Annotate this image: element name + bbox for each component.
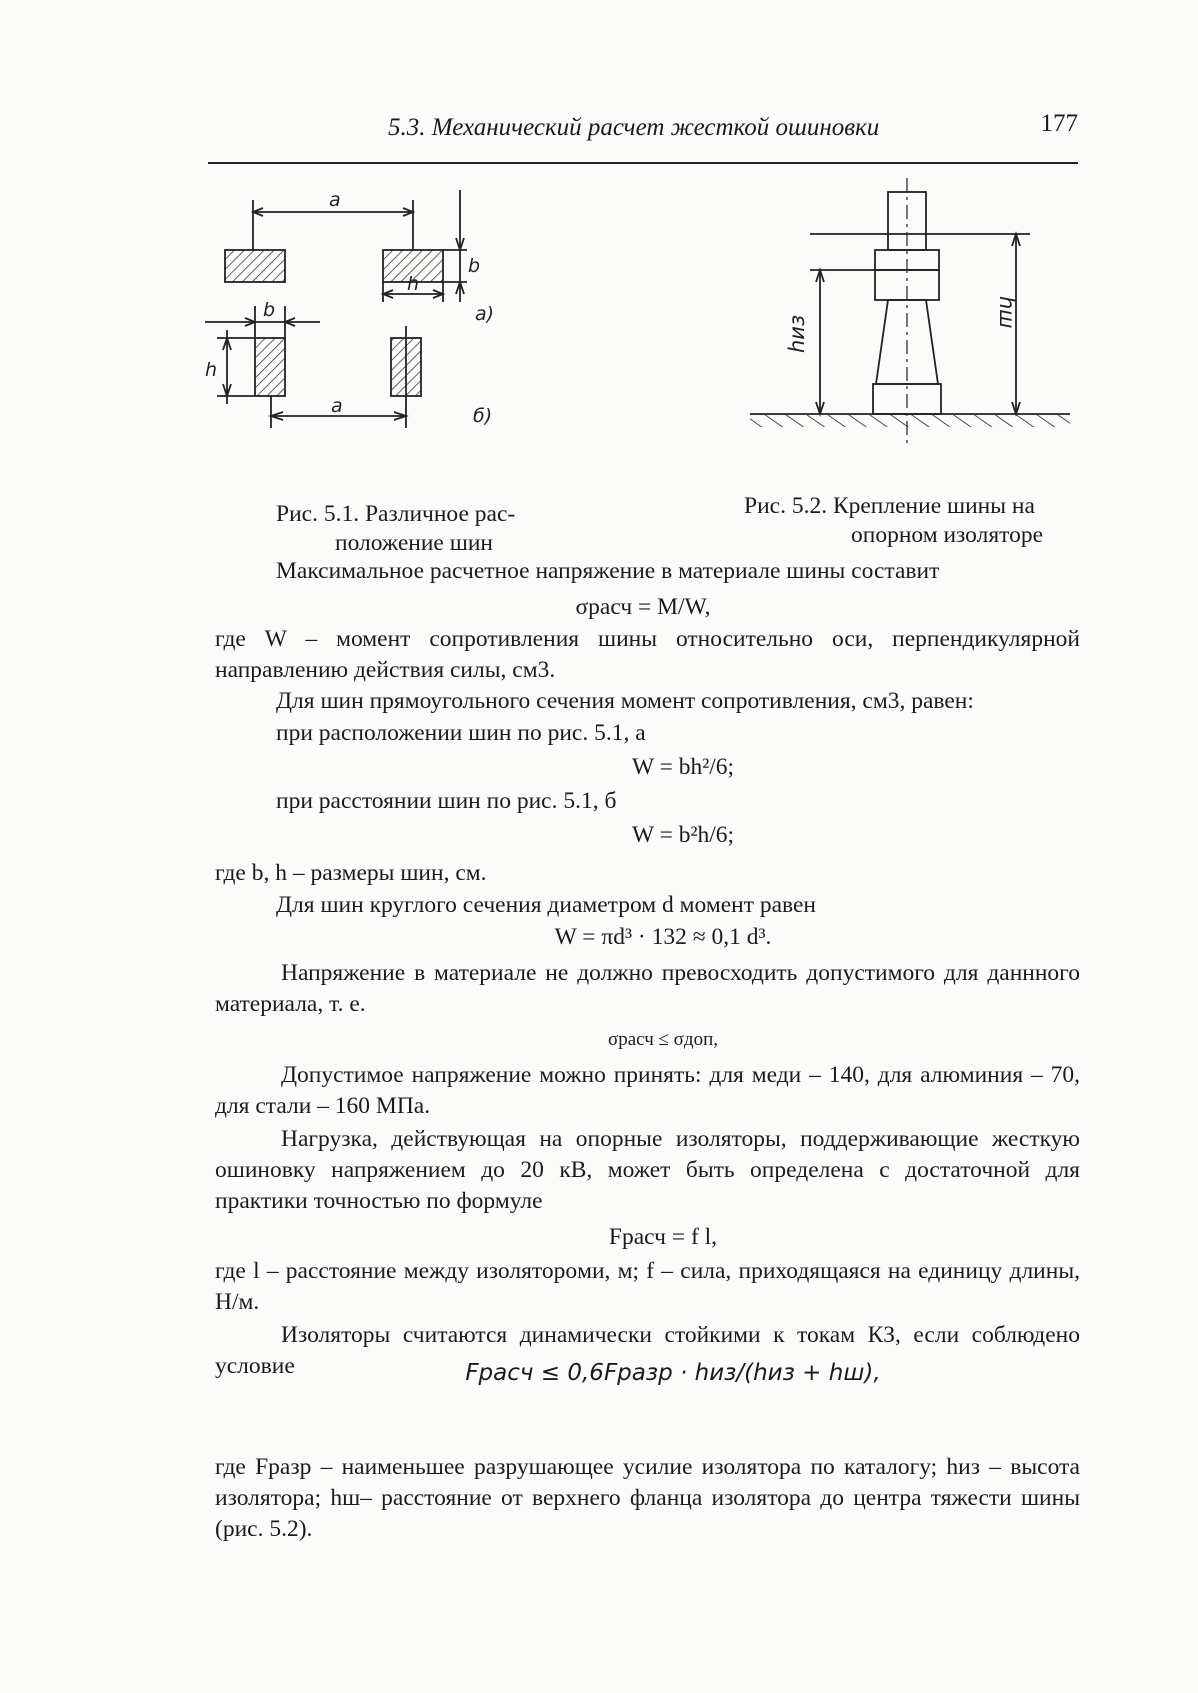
label-b-left: b [263, 299, 276, 321]
paragraph-10: Нагрузка, действующая на опорные изоляторы, поддерживающие жесткую ошиновку напряжением до 20 кВ, может быть определена с достаточной для практики точностью по формуле [215, 1126, 1080, 1214]
paragraph-3: Для шин прямоугольного сечения момент сопротивления, см3, равен: [276, 688, 974, 714]
figure-5-2-caption-line2: опорном изоляторе [851, 522, 1044, 548]
figure-5-1-caption-line2: положение шин [335, 530, 493, 556]
label-variant-b: б) [473, 405, 493, 427]
figure-5-2 [740, 178, 1080, 448]
ground-hatch [750, 415, 1070, 427]
label-h-sh: hш [995, 296, 1019, 329]
page-number: 177 [1040, 110, 1078, 137]
label-variant-a: a) [475, 303, 495, 325]
paragraph-5: при расстоянии шин по рис. 5.1, б [276, 788, 617, 814]
paragraph-8: Напряжение в материале не должно превосходить допустимого для даннного материала, т. е. [215, 960, 1080, 1017]
equation-7: Fрасч ≤ 0,6Fразр · hиз/(hиз + hш), [465, 1360, 881, 1386]
paragraph-9: Допустимое напряжение можно принять: для меди – 140, для алюминия – 70, для стали – 160 МПа. [215, 1062, 1080, 1119]
equation-5: σрасч ≤ σдоп, [607, 1029, 719, 1050]
paragraph-1: Максимальное расчетное напряжение в материале шины составит [276, 558, 940, 584]
paragraph-12: Изоляторы считаются динамически стойкими к токам КЗ, если соблюдено условие [215, 1322, 1080, 1379]
running-header [208, 104, 1078, 148]
label-h-top: h [407, 273, 420, 295]
label-a-bottom: a [331, 395, 343, 417]
paragraph-11: где l – расстояние между изоляторoми, м; f – сила, приходящаяся на единицу длины, Н/м. [215, 1258, 1080, 1315]
equation-3: W = b²h/6; [631, 822, 735, 848]
equation-4: W = πd³ · 132 ≈ 0,1 d³. [554, 924, 772, 950]
paragraph-6: где b, h – размеры шин, см. [215, 860, 487, 886]
figure-5-2-caption-line1: Рис. 5.2. Крепление шины на [744, 493, 1035, 519]
section-title: 5.3. Механический расчет жесткой ошиновки [388, 114, 880, 141]
label-b-right: b [468, 255, 481, 277]
label-h-iz: hиз [785, 314, 809, 353]
bus-vertical-left [255, 338, 285, 396]
equation-6: Fрасч = f l, [608, 1224, 718, 1250]
figure-5-1-caption-line1: Рис. 5.1. Различное рас- [276, 501, 516, 527]
equation-2: W = bh²/6; [631, 754, 735, 780]
label-a-top: a [329, 190, 341, 211]
header-rule [208, 162, 1078, 164]
label-h-left: h [205, 359, 218, 381]
paragraph-13: где Fразр – наименьшее разрушающее усилие изолятора по каталогу; hиз – высота изолятора; hш– расстояние от верхнего фланца изолятора до центра тяжести шины (рис. 5.2). [215, 1454, 1080, 1542]
paragraph-7: Для шин круглого сечения диаметром d момент равен [276, 892, 817, 918]
bus-horizontal-left [225, 250, 285, 282]
paragraph-2: где W – момент сопротивления шины относительно оси, перпендикулярной направлению действия силы, см3. [215, 626, 1080, 683]
equation-1: σрасч = M/W, [575, 594, 711, 620]
paragraph-4: при расположении шин по рис. 5.1, а [276, 720, 646, 746]
figure-5-1 [205, 190, 545, 470]
